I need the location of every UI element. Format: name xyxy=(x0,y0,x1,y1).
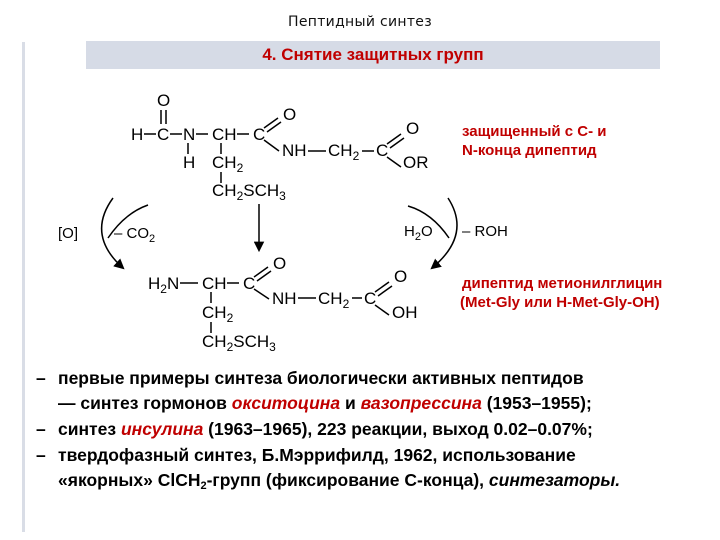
vasopressin-term: вазопрессина xyxy=(360,393,482,413)
free-dipeptide-label: дипептид метионилглицин xyxy=(462,275,663,292)
slide-title: Пептидный синтез xyxy=(288,14,432,30)
bullet-text: синтез xyxy=(58,419,121,439)
svg-text:O: O xyxy=(273,254,287,273)
svg-text:CH: CH xyxy=(202,274,227,293)
svg-text:CH2: $CH_2$ xyxy=(202,303,234,325)
bullet-first-syntheses xyxy=(36,366,708,416)
svg-text:H: H xyxy=(131,125,144,144)
svg-text:OH: OH xyxy=(392,303,418,322)
bullet-text: -групп (фиксирование С-конца), xyxy=(206,470,489,490)
svg-text:C: C xyxy=(157,125,170,144)
svg-text:C: C xyxy=(253,125,266,144)
protected-dipeptide-structure xyxy=(131,91,429,203)
svg-text:O: O xyxy=(406,119,420,138)
water-label: $H_2O$ xyxy=(404,223,433,243)
svg-text:O: O xyxy=(283,105,297,124)
svg-text:N: N xyxy=(183,125,196,144)
bullet-list xyxy=(36,366,708,494)
svg-text:O: O xyxy=(157,91,171,110)
svg-text:NH: NH xyxy=(282,141,307,160)
bullet-subscript: 2 xyxy=(200,480,207,492)
bullet-dash: – xyxy=(36,419,46,439)
roh-label: – ROH xyxy=(462,223,508,240)
svg-text:CH: CH xyxy=(212,125,237,144)
svg-text:H2N: $H_2N$ xyxy=(148,274,180,296)
svg-text:NH: NH xyxy=(272,289,297,308)
co2-label: – $CO_2$ xyxy=(114,225,156,245)
bullet-text: «якорных» ClCH xyxy=(58,470,201,490)
bullet-text: твердофазный синтез, Б.Мэррифилд, 1962, использование xyxy=(58,445,576,465)
bullet-text: первые примеры синтеза биологически активных пептидов xyxy=(58,368,584,388)
svg-text:OR: OR xyxy=(403,153,429,172)
synthesizers-term: синтезаторы. xyxy=(488,470,621,490)
svg-text:C: C xyxy=(376,141,389,160)
insulin-term: инсулина xyxy=(120,419,204,439)
section-title: 4. Снятие защитных групп xyxy=(262,45,484,64)
svg-text:CH2SCH3: $CH_2SCH_3$ xyxy=(212,181,286,203)
bullet-text: (1953–1955); xyxy=(481,393,592,413)
oxidant-label: [O] xyxy=(58,225,79,242)
free-dipeptide-label-2: (Met-Gly или H-Met-Gly-OH) xyxy=(460,294,660,311)
bullet-insulin xyxy=(36,417,708,442)
bullet-text: — синтез гормонов xyxy=(58,393,232,413)
bullet-dash: – xyxy=(36,368,46,388)
svg-text:O: O xyxy=(394,267,408,286)
bullet-dash: – xyxy=(36,445,46,465)
bullet-solid-phase xyxy=(36,443,708,493)
oxytocin-term: окситоцина xyxy=(231,393,341,413)
svg-text:CH2: $CH_2$ xyxy=(212,153,244,175)
svg-text:CH2: $CH_2$ xyxy=(328,141,360,163)
bullet-text: и xyxy=(340,393,361,413)
svg-text:C: C xyxy=(243,274,256,293)
protected-dipeptide-label-2: N-конца дипептид xyxy=(462,142,597,159)
svg-text:H: H xyxy=(183,153,196,172)
svg-text:CH2SCH3: $CH_2SCH_3$ xyxy=(202,332,276,354)
bullet-text: (1963–1965), 223 реакции, выход 0.02–0.07%; xyxy=(203,419,593,439)
svg-text:C: C xyxy=(364,289,377,308)
svg-text:CH2: $CH_2$ xyxy=(318,289,350,311)
free-dipeptide-structure xyxy=(148,254,418,354)
protected-dipeptide-label: защищенный с С- и xyxy=(462,123,607,140)
